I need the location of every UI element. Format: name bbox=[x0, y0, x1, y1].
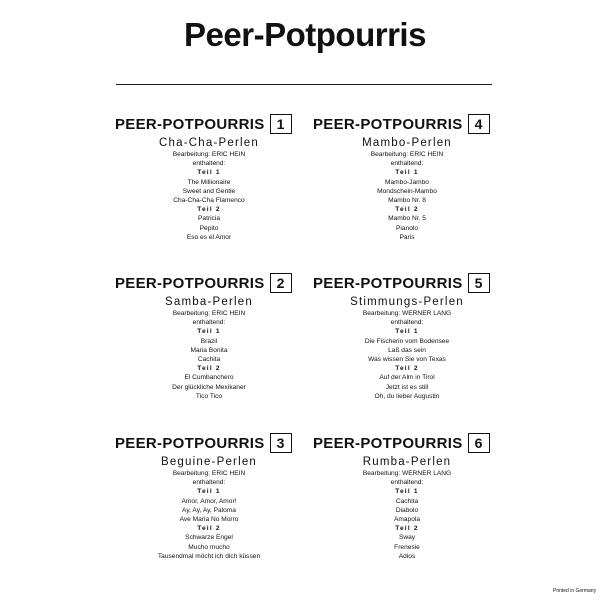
song-title: Ave Maria No Morro bbox=[179, 516, 239, 524]
song-title: Der glückliche Mexikaner bbox=[172, 383, 246, 391]
part-2-label: Teil 2 bbox=[197, 206, 221, 214]
song-title: Diabolo bbox=[395, 506, 419, 514]
song-title: Paris bbox=[399, 233, 415, 241]
volume-number: 4 bbox=[468, 114, 490, 134]
song-title: Sway bbox=[398, 534, 416, 542]
potpourri-block-1 bbox=[115, 113, 303, 242]
song-title: Pianolo bbox=[396, 224, 418, 232]
contains-label: enthaltend: bbox=[390, 319, 424, 327]
block-subtitle: Rumba-Perlen bbox=[362, 456, 452, 468]
song-title: Ay, Ay, Ay, Paloma bbox=[182, 506, 236, 514]
arranger-credit: Bearbeitung: ERIC HEIN bbox=[370, 151, 444, 158]
block-subtitle: Samba-Perlen bbox=[165, 296, 253, 308]
block-header bbox=[115, 272, 303, 294]
volume-number: 2 bbox=[270, 273, 292, 293]
song-title: Schwarze Engel bbox=[185, 534, 233, 542]
potpourri-block-6 bbox=[313, 432, 501, 561]
potpourri-block-4 bbox=[313, 113, 501, 242]
song-title: Cachita bbox=[395, 497, 419, 505]
series-label: PEER-POTPOURRIS bbox=[313, 115, 463, 133]
song-title: Tico Tico bbox=[195, 392, 223, 400]
printed-in-note: Printed in Germany bbox=[553, 588, 597, 594]
contains-label: enthaltend: bbox=[192, 479, 226, 487]
volume-number: 6 bbox=[468, 433, 490, 453]
song-title: Was wissen Sie von Texas bbox=[368, 356, 446, 364]
song-title: Oh, du lieber Augustin bbox=[374, 392, 440, 400]
volume-number: 5 bbox=[468, 273, 490, 293]
song-title: Frenesie bbox=[394, 543, 420, 551]
song-title: Mondschein-Mambo bbox=[377, 187, 437, 195]
part-1-label: Teil 1 bbox=[197, 169, 221, 177]
block-header bbox=[313, 432, 501, 454]
song-title: The Millionaire bbox=[187, 178, 231, 186]
series-label: PEER-POTPOURRIS bbox=[313, 274, 463, 292]
song-title: Die Fischerin vom Bodensee bbox=[364, 337, 450, 345]
arranger-credit: Bearbeitung: WERNER LANG bbox=[362, 310, 452, 317]
song-title: Mucho mucho bbox=[188, 543, 230, 551]
arranger-credit: Bearbeitung: ERIC HEIN bbox=[172, 470, 246, 477]
series-label: PEER-POTPOURRIS bbox=[115, 115, 265, 133]
song-title: Pepito bbox=[199, 224, 219, 232]
block-header bbox=[115, 432, 303, 454]
part-2-label: Teil 2 bbox=[395, 206, 419, 214]
series-label: PEER-POTPOURRIS bbox=[313, 434, 463, 452]
potpourri-block-3 bbox=[115, 432, 303, 561]
potpourri-block-2 bbox=[115, 272, 303, 401]
part-1-label: Teil 1 bbox=[395, 488, 419, 496]
song-title: Cachita bbox=[197, 356, 221, 364]
block-subtitle: Stimmungs-Perlen bbox=[350, 296, 464, 308]
part-1-label: Teil 1 bbox=[197, 328, 221, 336]
song-title: Jetzt ist es still bbox=[385, 383, 429, 391]
part-2-label: Teil 2 bbox=[197, 525, 221, 533]
song-title: Amapola bbox=[393, 516, 421, 524]
song-title: Mambo-Jambo bbox=[385, 178, 429, 186]
part-1-label: Teil 1 bbox=[197, 488, 221, 496]
song-title: Tausendmal möcht ich dich küssen bbox=[157, 552, 261, 560]
block-subtitle: Cha-Cha-Perlen bbox=[159, 137, 259, 149]
block-subtitle: Beguine-Perlen bbox=[160, 456, 258, 468]
song-title: Maria Bonita bbox=[190, 346, 228, 354]
page-title: Peer-Potpourris bbox=[184, 16, 426, 53]
part-2-label: Teil 2 bbox=[395, 365, 419, 373]
block-subtitle: Mambo-Perlen bbox=[362, 137, 452, 149]
part-1-label: Teil 1 bbox=[395, 169, 419, 177]
contains-label: enthaltend: bbox=[192, 160, 226, 168]
song-title: Auf der Alm in Tirol bbox=[379, 374, 435, 382]
song-title: Mambo Nr. 8 bbox=[388, 197, 426, 205]
song-title: Sweet and Gentle bbox=[182, 187, 236, 195]
series-label: PEER-POTPOURRIS bbox=[115, 274, 265, 292]
volume-number: 1 bbox=[270, 114, 292, 134]
title-divider bbox=[116, 84, 492, 85]
part-2-label: Teil 2 bbox=[395, 525, 419, 533]
song-title: Cha-Cha-Cha Flamenco bbox=[173, 197, 245, 205]
arranger-credit: Bearbeitung: ERIC HEIN bbox=[172, 310, 246, 317]
volume-number: 3 bbox=[270, 433, 292, 453]
contains-label: enthaltend: bbox=[192, 319, 226, 327]
contains-label: enthaltend: bbox=[390, 160, 424, 168]
potpourri-block-5 bbox=[313, 272, 501, 401]
song-title: Laß das sein bbox=[388, 346, 426, 354]
part-1-label: Teil 1 bbox=[395, 328, 419, 336]
song-title: Adios bbox=[398, 552, 416, 560]
song-title: Mambo Nr. 5 bbox=[388, 215, 426, 223]
block-header bbox=[313, 113, 501, 135]
song-title: Brazil bbox=[200, 337, 218, 345]
song-title: El Cumbanchero bbox=[184, 374, 234, 382]
block-header bbox=[115, 113, 303, 135]
part-2-label: Teil 2 bbox=[197, 365, 221, 373]
contains-label: enthaltend: bbox=[390, 479, 424, 487]
series-label: PEER-POTPOURRIS bbox=[115, 434, 265, 452]
song-title: Patricia bbox=[198, 215, 220, 223]
block-header bbox=[313, 272, 501, 294]
song-title: Eso es el Amor bbox=[186, 233, 232, 241]
song-title: Amor, Amor, Amor! bbox=[181, 497, 237, 505]
arranger-credit: Bearbeitung: WERNER LANG bbox=[362, 470, 452, 477]
arranger-credit: Bearbeitung: ERIC HEIN bbox=[172, 151, 246, 158]
